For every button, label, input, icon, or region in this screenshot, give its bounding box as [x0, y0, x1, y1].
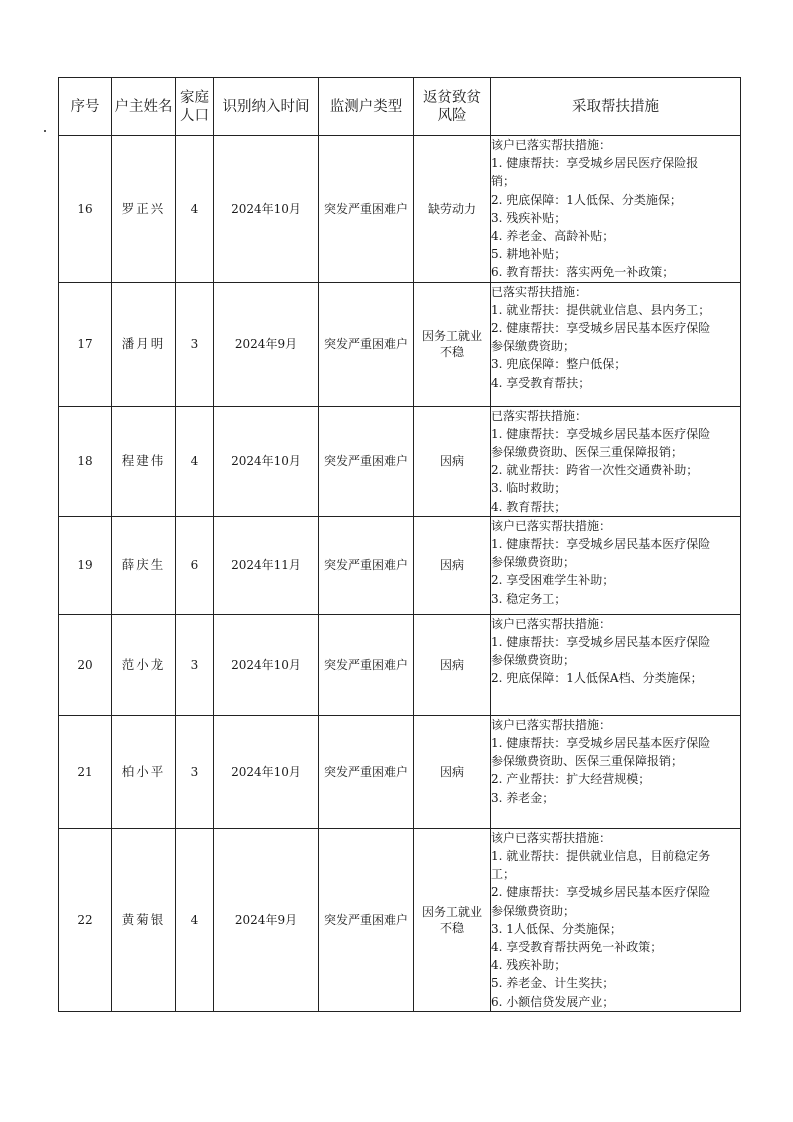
cell-monitor-type: 突发严重困难户 — [319, 614, 414, 715]
cell-seq: 18 — [59, 406, 112, 516]
cell-seq: 20 — [59, 614, 112, 715]
header-seq: 序号 — [59, 78, 112, 136]
measure-line: 2. 享受困难学生补助； — [491, 573, 615, 588]
cell-identify-time: 2024年10月 — [214, 715, 319, 828]
measure-line: 2. 健康帮扶：享受城乡居民基本医疗保险 — [491, 321, 711, 336]
measure-line: 4. 教育帮扶； — [491, 499, 567, 514]
cell-householder-name: 范小龙 — [112, 614, 176, 715]
cell-monitor-type: 突发严重困难户 — [319, 406, 414, 516]
measure-line: 3. 养老金； — [491, 790, 555, 805]
table-row — [59, 406, 741, 516]
risk-line: 缺劳动力 — [427, 201, 476, 216]
measure-line: 该户已落实帮扶措施： — [491, 830, 612, 845]
cell-householder-name: 罗正兴 — [112, 136, 176, 283]
measure-line: 该户已落实帮扶措施： — [491, 518, 612, 533]
measure-line: 1. 健康帮扶：享受城乡居民基本医疗保险 — [491, 635, 711, 650]
cell-seq: 22 — [59, 828, 112, 1011]
risk-line: 不稳 — [439, 920, 464, 935]
cell-risk — [414, 406, 491, 516]
cell-identify-time: 2024年9月 — [214, 828, 319, 1011]
header-population-line: 人口 — [180, 107, 209, 124]
header-monitor-type: 监测户类型 — [319, 78, 414, 136]
measure-line: 4. 残疾补助； — [491, 958, 567, 973]
risk-line: 不稳 — [439, 345, 464, 360]
measure-line: 6. 教育帮扶：落实两免一补政策； — [491, 265, 675, 280]
measure-line: 3. 兜底保障：整户低保； — [491, 357, 627, 372]
measure-line: 参保缴费资助； — [491, 903, 576, 918]
cell-risk — [414, 136, 491, 283]
cell-seq: 17 — [59, 282, 112, 406]
measure-line: 4. 享受教育帮扶； — [491, 375, 591, 390]
header-population — [176, 78, 214, 136]
cell-measures — [491, 715, 741, 828]
measure-line: 参保缴费资助； — [491, 555, 576, 570]
measure-line: 已落实帮扶措施： — [491, 408, 588, 423]
measure-line: 2. 产业帮扶：扩大经营规模； — [491, 772, 651, 787]
cell-risk — [414, 614, 491, 715]
cell-identify-time: 2024年11月 — [214, 516, 319, 614]
measure-line: 6. 小额信贷发展产业； — [491, 994, 615, 1009]
cell-population: 4 — [176, 406, 214, 516]
measure-line: 3. 残疾补贴； — [491, 210, 567, 225]
measure-line: 销； — [491, 174, 516, 189]
measure-line: 2. 兜底保障：1人低保A档、分类施保； — [491, 671, 703, 686]
table-row — [59, 282, 741, 406]
table-body — [59, 136, 741, 1012]
risk-line: 因务工就业 — [421, 329, 482, 344]
cell-seq: 16 — [59, 136, 112, 283]
measure-line: 2. 健康帮扶：享受城乡居民基本医疗保险 — [491, 885, 711, 900]
cell-seq: 21 — [59, 715, 112, 828]
risk-line: 因病 — [439, 454, 464, 469]
cell-monitor-type: 突发严重困难户 — [319, 282, 414, 406]
cell-measures — [491, 614, 741, 715]
cell-risk — [414, 516, 491, 614]
measure-line: 2. 兜底保障：1人低保、分类施保； — [491, 192, 682, 207]
cell-householder-name: 薛庆生 — [112, 516, 176, 614]
header-identify-time: 识别纳入时间 — [214, 78, 319, 136]
cell-monitor-type: 突发严重困难户 — [319, 136, 414, 283]
measure-line: 1. 健康帮扶：享受城乡居民基本医疗保险 — [491, 736, 711, 751]
measure-line: 1. 健康帮扶：享受城乡居民基本医疗保险 — [491, 537, 711, 552]
measure-line: 参保缴费资助； — [491, 653, 576, 668]
risk-line: 因病 — [439, 657, 464, 672]
cell-monitor-type: 突发严重困难户 — [319, 516, 414, 614]
cell-population: 3 — [176, 715, 214, 828]
measure-line: 参保缴费资助、医保三重保障报销； — [491, 754, 684, 769]
table-row — [59, 828, 741, 1011]
cell-householder-name: 黄菊银 — [112, 828, 176, 1011]
risk-line: 因务工就业 — [421, 904, 482, 919]
measure-line: 参保缴费资助； — [491, 339, 576, 354]
cell-measures — [491, 136, 741, 283]
cell-identify-time: 2024年10月 — [214, 406, 319, 516]
measure-line: 1. 健康帮扶：享受城乡居民医疗保险报 — [491, 156, 699, 171]
cell-identify-time: 2024年10月 — [214, 614, 319, 715]
cell-monitor-type: 突发严重困难户 — [319, 828, 414, 1011]
measure-line: 已落实帮扶措施： — [491, 284, 588, 299]
cell-population: 4 — [176, 136, 214, 283]
measure-line: 1. 就业帮扶：提供就业信息，目前稳定务 — [491, 849, 711, 864]
measure-line: 该户已落实帮扶措施： — [491, 616, 612, 631]
cell-identify-time: 2024年9月 — [214, 282, 319, 406]
measure-line: 参保缴费资助、医保三重保障报销； — [491, 445, 684, 460]
cell-measures — [491, 282, 741, 406]
cell-householder-name: 柏小平 — [112, 715, 176, 828]
measure-line: 1. 就业帮扶：提供就业信息、县内务工； — [491, 302, 711, 317]
cell-population: 6 — [176, 516, 214, 614]
cell-population: 3 — [176, 282, 214, 406]
measure-line: 5. 养老金、计生奖扶； — [491, 976, 615, 991]
measure-line: 3. 临时救助； — [491, 481, 567, 496]
cell-seq: 19 — [59, 516, 112, 614]
measure-line: 5. 耕地补贴； — [491, 247, 567, 262]
measure-line: 1. 健康帮扶：享受城乡居民基本医疗保险 — [491, 426, 711, 441]
header-risk — [414, 78, 491, 136]
cell-risk — [414, 828, 491, 1011]
measure-line: 3. 稳定务工； — [491, 591, 567, 606]
cell-population: 3 — [176, 614, 214, 715]
measure-line: 3. 1人低保、分类施保； — [491, 921, 622, 936]
measure-line: 4. 养老金、高龄补贴； — [491, 229, 615, 244]
table-row — [59, 516, 741, 614]
measure-line: 工； — [491, 867, 516, 882]
header-risk-line: 返贫致贫 — [423, 89, 481, 106]
scan-dot — [44, 130, 46, 132]
measure-line: 4. 享受教育帮扶两免一补政策； — [491, 940, 663, 955]
cell-identify-time: 2024年10月 — [214, 136, 319, 283]
table-row — [59, 614, 741, 715]
cell-monitor-type: 突发严重困难户 — [319, 715, 414, 828]
cell-householder-name: 潘月明 — [112, 282, 176, 406]
measure-line: 该户已落实帮扶措施： — [491, 717, 612, 732]
cell-measures — [491, 516, 741, 614]
cell-population: 4 — [176, 828, 214, 1011]
table-row — [59, 715, 741, 828]
header-risk-line: 风险 — [437, 107, 467, 124]
assistance-table — [58, 77, 741, 1012]
cell-risk — [414, 282, 491, 406]
header-name: 户主姓名 — [112, 78, 176, 136]
header-row — [59, 78, 741, 136]
risk-line: 因病 — [439, 558, 464, 573]
measure-line: 该户已落实帮扶措施： — [491, 138, 612, 152]
risk-line: 因病 — [439, 764, 464, 779]
header-measures: 采取帮扶措施 — [491, 78, 741, 136]
cell-householder-name: 程建伟 — [112, 406, 176, 516]
table-row — [59, 136, 741, 283]
cell-measures — [491, 828, 741, 1011]
cell-measures — [491, 406, 741, 516]
cell-risk — [414, 715, 491, 828]
header-population-line: 家庭 — [180, 89, 209, 106]
measure-line: 2. 就业帮扶：跨省一次性交通费补助； — [491, 463, 699, 478]
